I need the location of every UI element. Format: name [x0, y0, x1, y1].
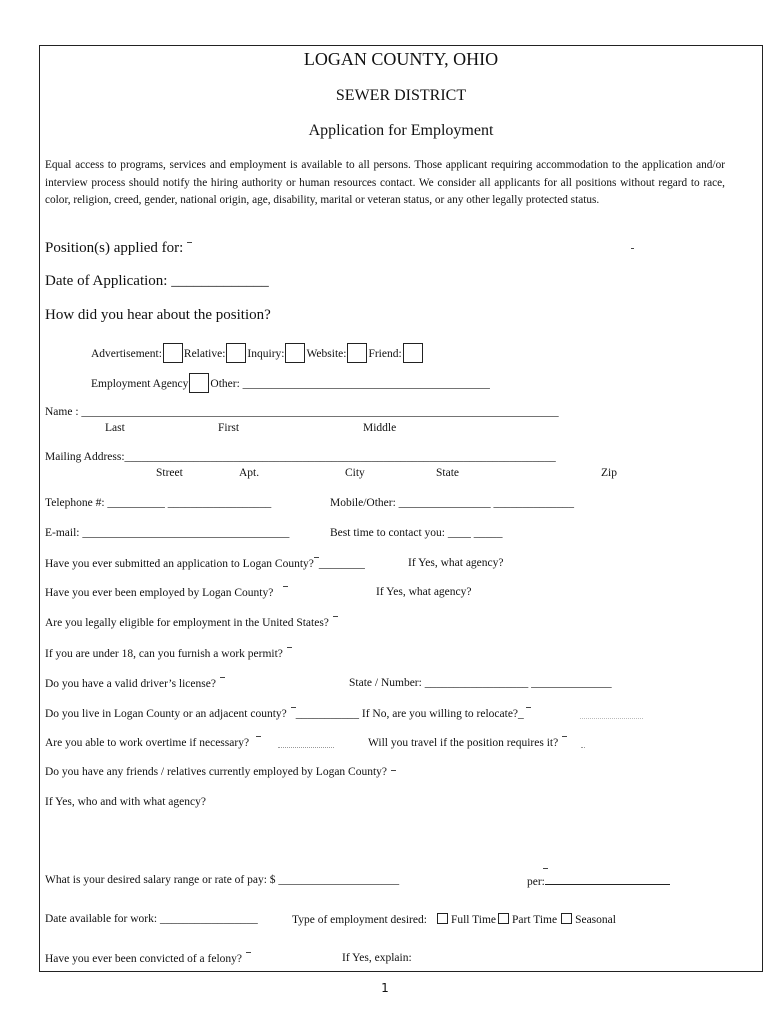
question-text: Do you live in Logan County or an adjacent county?	[45, 708, 287, 720]
employment-type-label: Type of employment desired:	[292, 914, 427, 926]
question-text: Are you legally eligible for employment in the United States?	[45, 617, 329, 629]
address-part-zip: Zip	[601, 467, 617, 479]
county-residence-question	[45, 707, 531, 720]
address-part-street: Street	[156, 467, 183, 479]
equal-access-statement: Equal access to programs, services and employment is available to all persons. Those applicant requiring accommodation to the application and/or interview process should notify the hiring authority or human resources contact. We consider all applicants for all positions without regard to race, color, religion, creed, gender, national origin, age, disability, marital or veteran status, or any other legally protected status.	[45, 159, 725, 206]
seasonal-label: Seasonal	[575, 914, 616, 926]
drivers-license-question	[45, 677, 225, 690]
inquiry-checkbox[interactable]	[285, 343, 305, 363]
position-label: Position(s) applied for:	[45, 240, 184, 256]
field-marker	[283, 586, 288, 587]
form-title: Application for Employment	[308, 122, 494, 139]
answer-blank[interactable]: ___________	[295, 708, 360, 720]
employment-type-row	[292, 913, 616, 926]
employed-agency-followup: If Yes, what agency?	[376, 586, 472, 598]
pay-period-field[interactable]	[527, 874, 670, 888]
employed-question	[45, 586, 288, 599]
website-checkbox[interactable]	[347, 343, 367, 363]
pay-period-blank[interactable]	[545, 874, 670, 885]
source-options	[91, 343, 424, 363]
question-text: Have you ever been employed by Logan County?	[45, 587, 274, 599]
question-text: Have you ever submitted an application to Logan County?	[45, 558, 314, 570]
travel-blank[interactable]	[581, 747, 585, 748]
friend-checkbox[interactable]	[403, 343, 423, 363]
page-number: 1	[381, 981, 389, 995]
field-marker	[543, 868, 548, 869]
date-available-field[interactable]: Date available for work: _________________	[45, 913, 258, 925]
submitted-agency-followup: If Yes, what agency?	[408, 557, 504, 569]
mobile-field[interactable]: Mobile/Other: ________________ ______________	[330, 497, 575, 509]
license-state-number-field[interactable]: State / Number: __________________ ______________	[349, 677, 612, 689]
agency-row	[91, 373, 490, 393]
field-marker	[526, 707, 531, 708]
hear-about-question: How did you hear about the position?	[45, 307, 271, 323]
work-permit-question	[45, 647, 292, 660]
field-marker	[220, 677, 225, 678]
name-field[interactable]: Name : ___________________________________________________________________________________	[45, 406, 559, 418]
option-label: Website:	[306, 348, 347, 360]
full-time-label: Full Time	[450, 914, 497, 926]
part-time-label: Part Time	[512, 914, 558, 926]
question-text: Are you able to work overtime if necessary?	[45, 737, 250, 749]
field-marker	[631, 248, 634, 249]
field-marker	[246, 952, 251, 953]
salary-field[interactable]: What is your desired salary range or rate of pay: $ _____________________	[45, 874, 400, 886]
field-marker	[287, 647, 292, 648]
field-marker	[391, 770, 396, 771]
date-of-application-field[interactable]: Date of Application: _____________	[45, 273, 269, 289]
field-marker	[256, 736, 261, 737]
employment-agency-checkbox[interactable]	[189, 373, 209, 393]
field-marker	[333, 616, 338, 617]
field-marker	[562, 736, 567, 737]
per-label: per:	[527, 876, 545, 888]
answer-blank[interactable]: ________	[318, 558, 365, 570]
relocate-followup: If No, are you willing to relocate?_	[361, 708, 524, 720]
county-title: LOGAN COUNTY, OHIO	[303, 49, 499, 69]
part-time-checkbox[interactable]	[498, 913, 509, 924]
district-title: SEWER DISTRICT	[335, 87, 467, 104]
employment-agency-label: Employment Agency	[91, 378, 189, 390]
option-label: Relative:	[183, 348, 226, 360]
relocate-blank[interactable]	[580, 718, 643, 719]
seasonal-checkbox[interactable]	[561, 913, 572, 924]
felony-explain-label: If Yes, explain:	[342, 952, 412, 964]
travel-question	[368, 736, 567, 749]
field-marker	[187, 242, 192, 243]
option-label: Advertisement:	[91, 348, 162, 360]
email-field[interactable]: E-mail: ____________________________________	[45, 527, 290, 539]
felony-question	[45, 952, 251, 965]
name-part-last: Last	[105, 422, 125, 434]
position-field[interactable]	[45, 240, 192, 257]
mailing-address-field[interactable]: Mailing Address:___________________________________________________________________________	[45, 451, 556, 463]
relative-checkbox[interactable]	[226, 343, 246, 363]
question-text: Will you travel if the position requires it?	[368, 737, 559, 749]
telephone-field[interactable]: Telephone #: __________ __________________	[45, 497, 272, 509]
overtime-question	[45, 736, 261, 749]
relatives-followup: If Yes, who and with what agency?	[45, 796, 206, 808]
address-part-apt: Apt.	[239, 467, 260, 479]
question-text: If you are under 18, can you furnish a work permit?	[45, 648, 283, 660]
address-part-city: City	[345, 467, 365, 479]
overtime-blank[interactable]	[278, 747, 334, 748]
question-text: Do you have a valid driver’s license?	[45, 678, 216, 690]
name-part-first: First	[218, 422, 240, 434]
other-field[interactable]: Other: ___________________________________________	[210, 378, 490, 390]
best-time-field[interactable]: Best time to contact you: ____ _____	[330, 527, 503, 539]
option-label: Inquiry:	[247, 348, 285, 360]
question-text: Have you ever been convicted of a felony?	[45, 953, 243, 965]
relatives-question	[45, 766, 396, 778]
submitted-application-question	[45, 557, 365, 570]
question-text: Do you have any friends / relatives currently employed by Logan County?	[45, 766, 388, 778]
option-label: Friend:	[368, 348, 402, 360]
name-part-middle: Middle	[363, 422, 397, 434]
eligibility-question	[45, 616, 338, 629]
advertisement-checkbox[interactable]	[163, 343, 183, 363]
full-time-checkbox[interactable]	[437, 913, 448, 924]
address-part-state: State	[436, 467, 459, 479]
